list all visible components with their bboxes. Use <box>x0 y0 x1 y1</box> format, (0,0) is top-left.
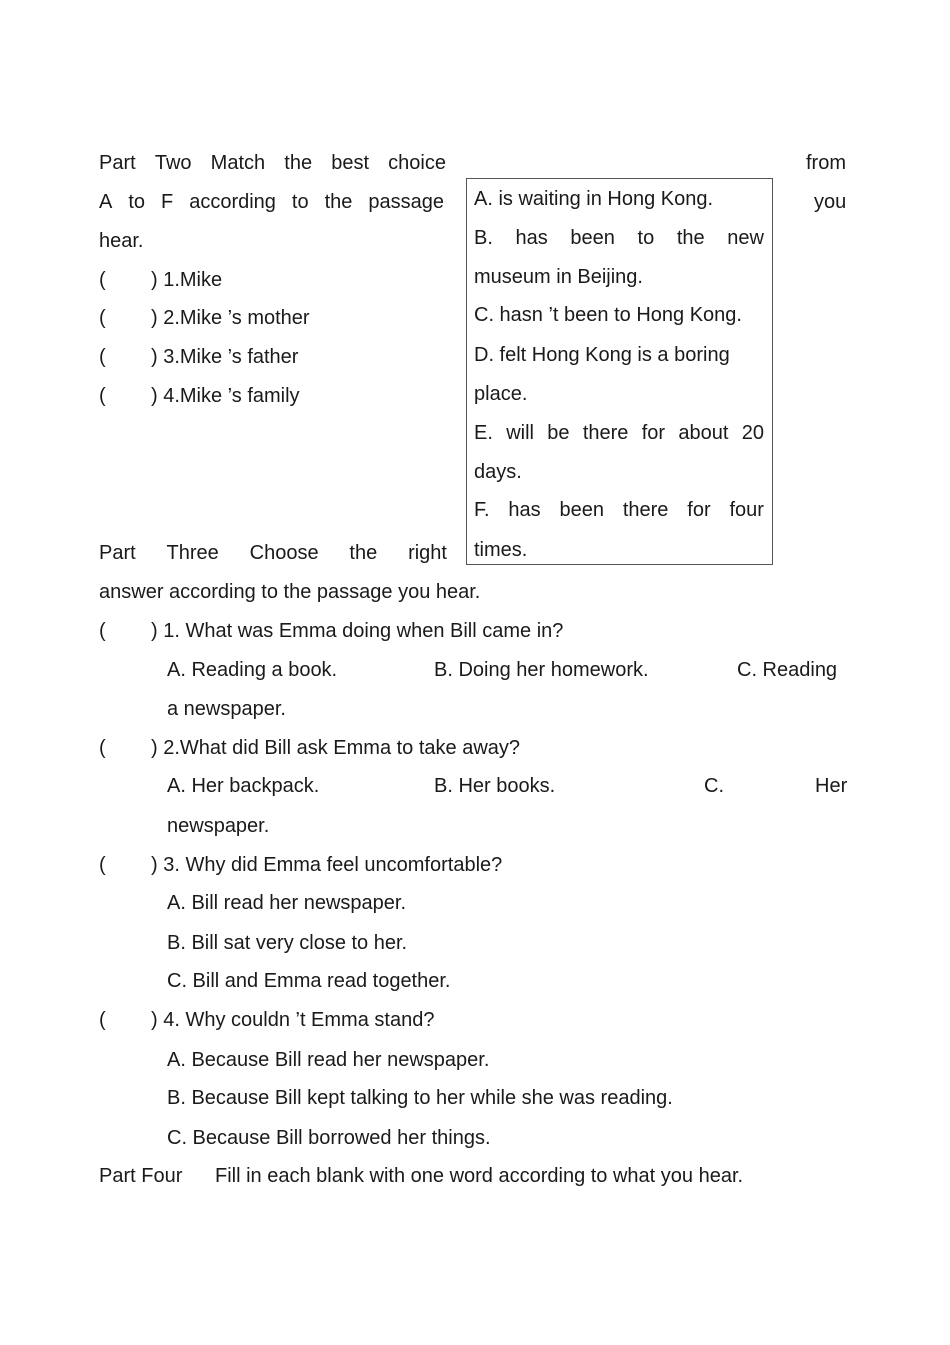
word: 20 <box>741 422 764 444</box>
q1-option-c: C. Reading <box>737 659 838 681</box>
word: Two <box>154 152 192 174</box>
question-1: ) 1. What was Emma doing when Bill came in? <box>151 620 564 642</box>
word: Part <box>99 152 136 174</box>
word: the <box>284 152 313 174</box>
match-item-2: ) 2.Mike ’s mother <box>151 307 310 329</box>
answer-blank-open: ( <box>99 854 106 876</box>
word: there <box>582 422 629 444</box>
word: F. <box>474 499 490 521</box>
option-e-line1 <box>474 421 764 445</box>
answer-blank-open: ( <box>99 307 106 329</box>
word: choice <box>388 152 446 174</box>
word: new <box>727 227 764 249</box>
q2-option-c-cont: newspaper. <box>167 815 270 837</box>
word: B. <box>474 227 493 249</box>
part2-line3: hear. <box>99 230 144 252</box>
answer-blank-open: ( <box>99 620 106 642</box>
word: Three <box>166 542 219 564</box>
match-item-1: ) 1.Mike <box>151 269 223 291</box>
word: best <box>331 152 370 174</box>
q4-option-c: C. Because Bill borrowed her things. <box>167 1127 491 1149</box>
word: four <box>729 499 764 521</box>
option-e-line2: days. <box>474 461 522 483</box>
word: has <box>508 499 541 521</box>
q1-option-a: A. Reading a book. <box>167 659 338 681</box>
word: according <box>189 191 276 213</box>
word: F <box>161 191 174 213</box>
q2-option-a: A. Her backpack. <box>167 775 320 797</box>
option-b-line1 <box>474 226 764 250</box>
q4-option-b: B. Because Bill kept talking to her while she was reading. <box>167 1087 673 1109</box>
option-f-line2: times. <box>474 539 528 561</box>
word: Match <box>210 152 266 174</box>
option-f-line1 <box>474 498 764 522</box>
word: been <box>570 227 615 249</box>
word: there <box>622 499 669 521</box>
word: the <box>324 191 353 213</box>
answer-blank-open: ( <box>99 269 106 291</box>
word: Choose <box>249 542 319 564</box>
q4-option-a: A. Because Bill read her newspaper. <box>167 1049 490 1071</box>
q1-option-c-cont: a newspaper. <box>167 698 286 720</box>
part4-label: Part Four <box>99 1165 183 1187</box>
word: about <box>678 422 729 444</box>
option-c: C. hasn ’t been to Hong Kong. <box>474 304 742 326</box>
word: to <box>637 227 655 249</box>
match-item-3: ) 3.Mike ’s father <box>151 346 299 368</box>
q2-option-b: B. Her books. <box>434 775 556 797</box>
answer-blank-open: ( <box>99 737 106 759</box>
option-b-line2: museum in Beijing. <box>474 266 643 288</box>
q3-option-b: B. Bill sat very close to her. <box>167 932 408 954</box>
word: to <box>128 191 146 213</box>
word: been <box>559 499 604 521</box>
word: has <box>515 227 548 249</box>
q1-option-b: B. Doing her homework. <box>434 659 649 681</box>
part2-line2-you: you <box>814 191 847 213</box>
word: A <box>99 191 113 213</box>
option-a: A. is waiting in Hong Kong. <box>474 188 714 210</box>
word: the <box>349 542 378 564</box>
part2-heading-from: from <box>806 152 846 174</box>
q3-option-c: C. Bill and Emma read together. <box>167 970 451 992</box>
word: to <box>291 191 309 213</box>
word: right <box>408 542 447 564</box>
answer-blank-open: ( <box>99 346 106 368</box>
word: be <box>547 422 570 444</box>
part3-line2: answer according to the passage you hear. <box>99 581 481 603</box>
option-d-line1: D. felt Hong Kong is a boring <box>474 344 730 366</box>
question-4: ) 4. Why couldn ’t Emma stand? <box>151 1009 435 1031</box>
match-item-4: ) 4.Mike ’s family <box>151 385 300 407</box>
word: passage <box>368 191 444 213</box>
question-3: ) 3. Why did Emma feel uncomfortable? <box>151 854 503 876</box>
question-2: ) 2.What did Bill ask Emma to take away? <box>151 737 521 759</box>
q3-option-a: A. Bill read her newspaper. <box>167 892 407 914</box>
part2-heading <box>99 151 446 175</box>
option-d-line2: place. <box>474 383 528 405</box>
answer-blank-open: ( <box>99 385 106 407</box>
q2-option-c-prefix: C. <box>704 775 724 797</box>
word: Part <box>99 542 136 564</box>
word: for <box>641 422 666 444</box>
word: E. <box>474 422 493 444</box>
part3-heading <box>99 541 447 565</box>
part4-instruction: Fill in each blank with one word according to what you hear. <box>215 1165 744 1187</box>
q2-option-c-word: Her <box>815 775 848 797</box>
part2-line2 <box>99 190 444 214</box>
word: the <box>676 227 705 249</box>
word: will <box>506 422 534 444</box>
answer-blank-open: ( <box>99 1009 106 1031</box>
word: for <box>687 499 711 521</box>
